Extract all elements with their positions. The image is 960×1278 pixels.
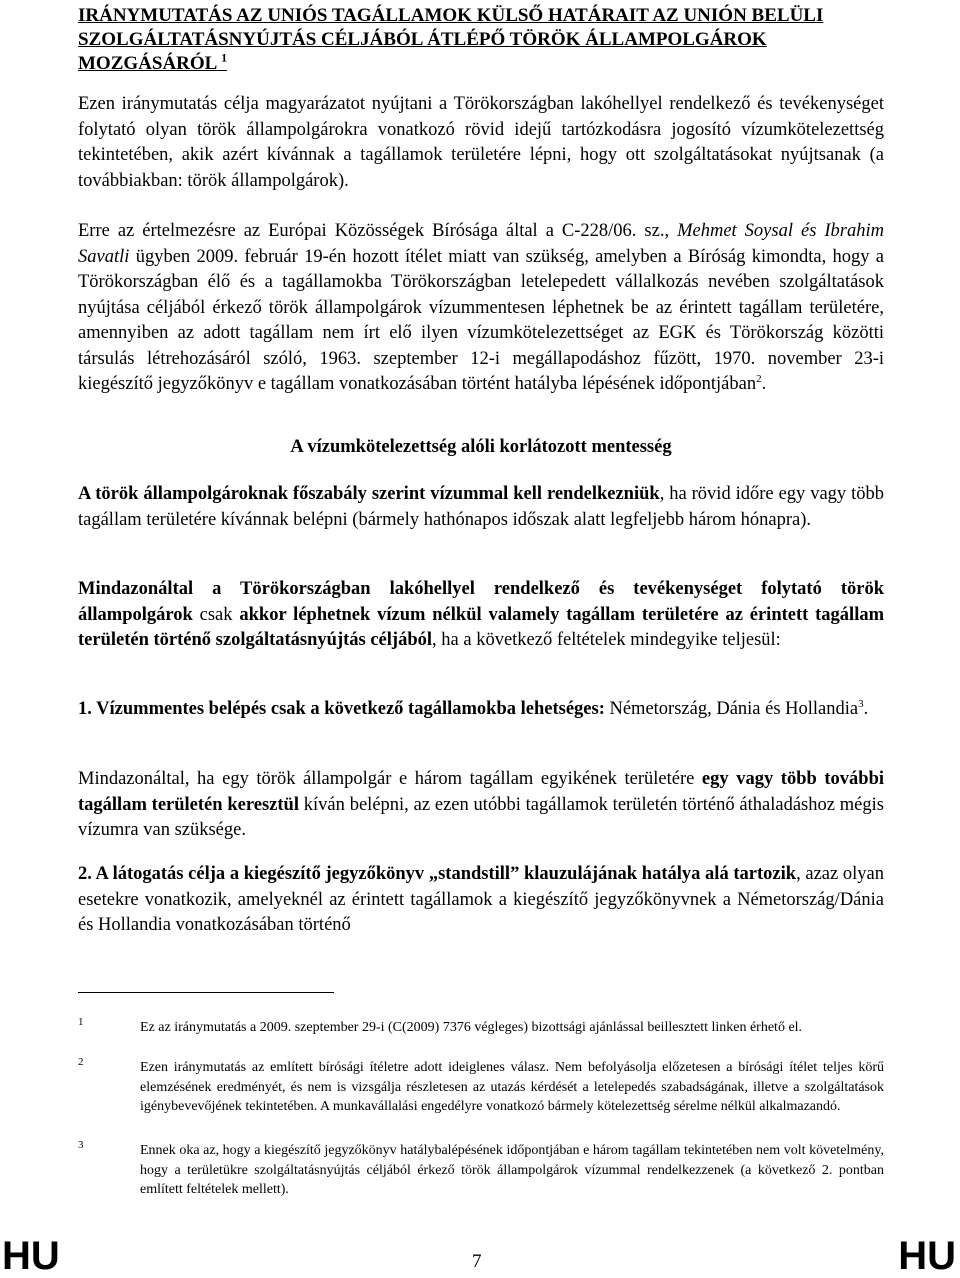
footnote-3-number: 3	[78, 1139, 84, 1151]
case-name: Mehmet Soysal és Ibrahim Savatli	[78, 221, 884, 267]
condition-item-2	[78, 862, 884, 939]
footnote-separator	[78, 992, 334, 993]
section-heading: A vízumkötelezettség alóli korlátozott mentesség	[290, 437, 672, 457]
page-number: 7	[472, 1251, 482, 1272]
exemption-plain-2: , ha a következő feltételek mindegyike teljesül:	[432, 630, 781, 650]
intro-paragraph	[78, 92, 884, 194]
footnote-3-text: Ennek oka az, hogy a kiegészítő jegyzőkönyv hatálybalépésének időpontjában e három tagállam tekintetében nem volt követelmény, hogy a területükre szolgáltatásnyújtás céljából érkező török állampolgárok vízummal rendelkezzenek (a következő 2. pontban említett feltételek mellett).	[140, 1143, 884, 1198]
transit-bold: egy vagy több további tagállam területén keresztül	[78, 769, 884, 815]
exemption-paragraph	[78, 577, 884, 654]
condition-1-rest: Németország, Dánia és Hollandia	[604, 699, 859, 719]
exemption-bold-1: Mindazonáltal a Törökországban lakóhellyel rendelkező és tevékenységet folytató török állampolgárok	[78, 579, 884, 625]
condition-1-end: .	[863, 699, 869, 719]
visa-rule-rest: , ha rövid időre egy vagy több tagállam területére kívánnak belépni (bármely hathónapos időszak alatt legfeljebb három hónapra).	[78, 484, 884, 530]
condition-1-bold: 1. Vízummentes belépés csak a következő tagállamokba lehetséges:	[78, 699, 605, 719]
transit-text-a: Mindazonáltal, ha egy török állampolgár e három tagállam egyikének területére	[78, 769, 702, 789]
exemption-plain-1: csak	[192, 604, 240, 625]
document-title	[78, 4, 884, 76]
footnote-2-text: Ezen iránymutatás az említett bírósági ítéletre adott ideiglenes válasz. Nem befolyásolja előzetesen a bírósági ítélet teljes körű elemzésének eredményét, és nem is vizsgálja részletesen az utazás kérdését a letelepedés szabadságának, illetve a szolgáltatások igénybevevőjének tekintetében. A munkavállalási engedélyre vonatkozó bármely kötelezettség sérelme nélkül alkalmazandó.	[140, 1060, 884, 1115]
visa-rule-paragraph	[78, 482, 884, 533]
judgment-body-text: ügyben 2009. február 19-én hozott ítélet miatt van szükség, amelyben a Bíróság kimondta, hogy a Törökországban élő és a tagállamokba Törökországban letelepedett vállalkozás nevében szolgáltatások nyújtása céljából érkező török állampolgárok vízummentesen léphetnek be az érintett tagállam területére, amennyiben az adott tagállam nem írt elő ilyen vízumkötelezettséget az EGK és Törökország közötti társulás létrehozásáról szóló, 1963. szeptember 12-i megállapodáshoz fűzött, 1970. november 23-i kiegészítő jegyzőkönyv e tagállam vonatkozásában történt hatályba lépésének időpontjában	[78, 246, 884, 394]
condition-2-rest: , azaz olyan esetekre vonatkozik, amelyeknél az érintett tagállamok a kiegészítő jegyzőkönyvnek a Németország/Dánia és Hollandia vonatkozásában történő	[78, 864, 885, 935]
footnote-ref-2[interactable]: 2	[756, 372, 762, 385]
judgment-intro-text: Erre az értelmezésre az Európai Közösségek Bírósága által a C-228/06. sz.,	[78, 221, 670, 241]
condition-item-1	[78, 697, 884, 723]
condition-2-bold: 2. A látogatás célja a kiegészítő jegyzőkönyv „standstill” klauzulájának hatálya alá tartozik	[78, 864, 797, 884]
footnote-ref-3[interactable]: 3	[858, 697, 864, 710]
judgment-paragraph	[78, 219, 884, 398]
visa-rule-bold: A török állampolgároknak főszabály szerint vízummal kell rendelkezniük	[78, 484, 660, 504]
footnote-1-text: Ez az iránymutatás a 2009. szeptember 29-i (C(2009) 7376 végleges) bizottsági ajánlással beillesztett linken érhető el.	[140, 1020, 803, 1035]
intro-paragraph-text: Ezen iránymutatás célja magyarázatot nyújtani a Törökországban lakóhellyel rendelkező és tevékenységet folytató olyan török állampolgárokra vonatkozó rövid idejű tartózkodásra jogosító vízumkötelezettség tekintetében, akik azért kívánnak a tagállamok területére lépni, hogy ott szolgáltatásokat nyújtsanak (a továbbiakban: török állampolgárok).	[78, 94, 884, 191]
footnote-1-number: 1	[78, 1016, 84, 1028]
transit-paragraph	[78, 767, 884, 844]
judgment-end-punct: .	[761, 374, 767, 394]
exemption-bold-2: akkor léphetnek vízum nélkül valamely tagállam területére az érintett tagállam területén történő szolgáltatásnyújtás céljából	[78, 604, 885, 650]
footnote-2-number: 2	[78, 1056, 84, 1068]
transit-text-b: kíván belépni, az ezen utóbbi tagállamok területén történő áthaladáshoz mégis vízumra van szüksége.	[78, 794, 884, 840]
footer-language-right: HU	[898, 1234, 956, 1278]
title-footnote-ref[interactable]: 1	[221, 50, 228, 65]
document-title-text: IRÁNYMUTATÁS AZ UNIÓS TAGÁLLAMOK KÜLSŐ HATÁRAIT AZ UNIÓN BELÜLI SZOLGÁLTATÁSNYÚJTÁS CÉLJÁBÓL ÁTLÉPŐ TÖRÖK ÁLLAMPOLGÁROK MOZGÁSÁRÓL	[78, 5, 824, 74]
footer-language-left: HU	[2, 1234, 60, 1278]
